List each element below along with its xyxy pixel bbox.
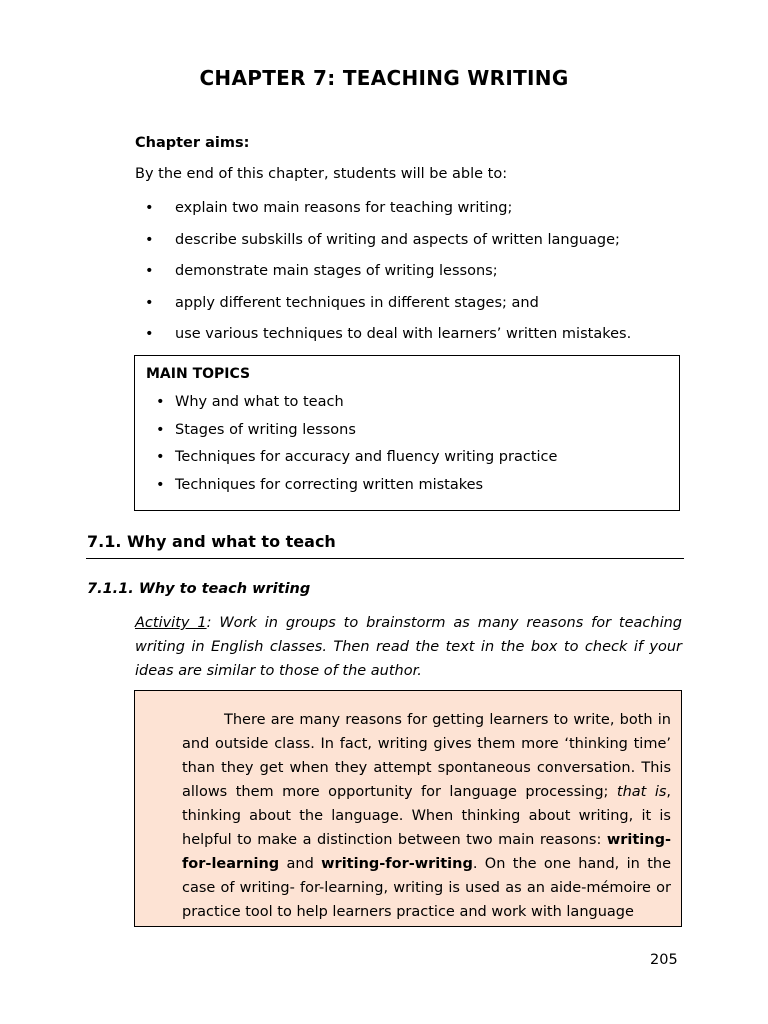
page-number: 205 [650,952,678,968]
bullet-icon: • [145,326,154,342]
main-topics-heading: MAIN TOPICS [146,366,251,382]
activity-instruction [135,611,682,683]
bullet-icon: • [145,294,154,311]
bullet-icon: • [156,394,165,410]
activity-label: Activity 1 [135,615,207,631]
bullet-icon: • [156,421,165,438]
chapter-aims-list [135,199,631,357]
aim-item: • explain two main reasons for teaching writing; [145,200,513,216]
topic-item: • Why and what to teach [156,394,344,410]
aim-item: • apply different techniques in different stages; and [145,294,539,311]
aim-item: • use various techniques to deal with learners’ written mistakes. [145,326,632,342]
topic-item: • Techniques for accuracy and fluency writing practice [156,449,558,466]
chapter-title: CHAPTER 7: TEACHING WRITING [199,66,569,90]
quote-box [134,690,682,927]
aim-item: • demonstrate main stages of writing lessons; [145,263,498,279]
bullet-icon: • [156,477,165,494]
bullet-icon: • [145,231,154,248]
bullet-icon: • [145,200,154,216]
main-topics-list [146,393,557,504]
term-writing-for-learning: writing-for-learning [182,832,671,872]
chapter-aims-intro: By the end of this chapter, students will be able to: [135,166,508,182]
section-divider [86,558,684,559]
section-heading: 7.1. Why and what to teach [87,532,336,551]
topic-item: • Stages of writing lessons [156,421,356,438]
quote-text: There are many reasons for getting learners to write, both in and outside class. In fact, writing gives them more ‘thinking time’ than they get when they attempt spontaneous conversation. This allows them more opportunity for language processing; that is, thinking about the language. When thinking about writing, it is helpful to make a distinction between two main reasons: writing-for-learning and writing-for-writing. On the one hand, in the case of writing- for-learning, writing is used as an aide-mémoire or practice tool to help learners practice and work with language [182,712,672,920]
main-topics-box [134,355,680,511]
term-writing-for-writing: writing-for-writing [321,856,473,872]
bullet-icon: • [156,449,165,466]
topic-item: • Techniques for correcting written mistakes [156,477,484,494]
emphasis-that-is: that is [616,784,667,800]
activity-text: : Work in groups to brainstorm as many reasons for teaching writing in English classes. Then read the text in the box to check if your ideas are similar to those of the author. [135,615,682,679]
subsection-heading: 7.1.1. Why to teach writing [87,581,311,597]
chapter-aims-heading: Chapter aims: [135,135,250,151]
bullet-icon: • [145,263,154,279]
aim-item: • describe subskills of writing and aspects of written language; [145,231,620,248]
